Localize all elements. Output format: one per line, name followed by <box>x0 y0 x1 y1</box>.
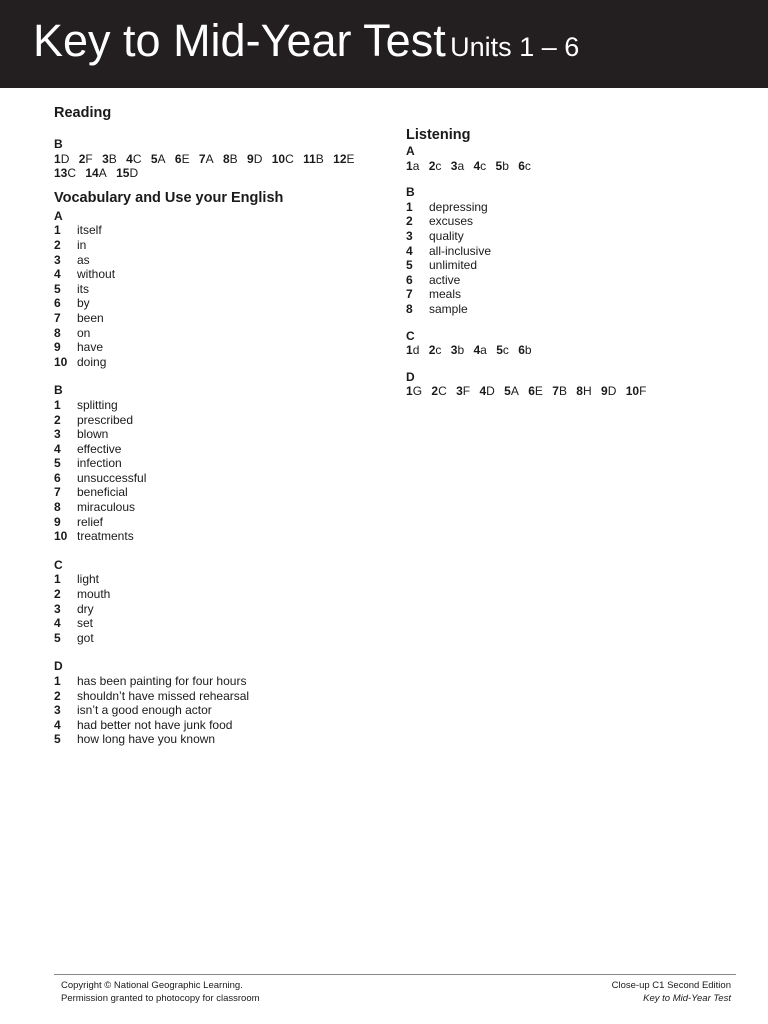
listen-a-answer-letter: a <box>412 158 420 173</box>
reading-b-answer-letter: D <box>129 166 139 181</box>
listen-a-answer-letter: b <box>502 158 509 173</box>
listen-c-answer-letter: b <box>457 343 465 358</box>
vocab-d-item-text: isn’t a good enough actor <box>77 703 212 718</box>
reading-b-answer-number: 6 <box>174 151 182 166</box>
vocab-a-item-number: 7 <box>54 310 61 325</box>
copyright-line-1: Copyright © National Geographic Learning. <box>61 980 243 991</box>
listen-d-answer-number: 9 <box>601 384 608 399</box>
vocab-a-item <box>54 326 384 341</box>
reading-b-answer-letter: C <box>285 151 294 166</box>
reading-b-answer-number: 14 <box>85 166 99 181</box>
vocab-c-item-text: mouth <box>77 587 111 602</box>
listen-b-item <box>406 258 746 273</box>
listen-c-answer-letter: b <box>524 343 532 358</box>
vocab-a-item-text: been <box>77 310 104 325</box>
listen-d-answer-letter: G <box>412 384 423 399</box>
vocab-d-item <box>54 689 384 704</box>
vocab-b-item-number: 3 <box>54 427 61 442</box>
listen-b-item-text: all-inclusive <box>429 243 492 258</box>
vocab-b-item-number: 9 <box>54 514 61 529</box>
vocab-d-item-text: has been painting for four hours <box>77 674 247 688</box>
listen-c-answer-number: 2 <box>428 343 436 358</box>
vocab-b-item-text: miraculous <box>77 500 136 515</box>
reading-b-answer-number: 13 <box>54 166 68 181</box>
reading-b-answer-letter: E <box>181 151 190 166</box>
vocab-b-item <box>54 398 384 413</box>
vocab-b-item-number: 10 <box>54 529 68 544</box>
listen-d-answer-number: 2 <box>431 384 439 399</box>
listen-c-answer <box>473 343 486 358</box>
vocab-c-item-number: 1 <box>54 572 61 587</box>
vocab-a-item-text: have <box>77 340 104 355</box>
listen-d-answer-letter: D <box>607 384 617 399</box>
listen-b-item <box>406 200 746 215</box>
listen-c-answer-letter: a <box>480 343 487 358</box>
vocab-a-item <box>54 340 384 355</box>
vocab-a-item-number: 1 <box>54 223 61 238</box>
listen-b-item-text: meals <box>429 287 462 302</box>
vocab-d-item-number: 1 <box>54 674 61 688</box>
reading-b-answer <box>199 152 214 167</box>
vocab-d-item-text: had better not have junk food <box>77 717 233 732</box>
listen-a-answer-number: 3 <box>450 158 458 173</box>
listen-c-answer <box>518 343 531 358</box>
vocab-a-item-text: doing <box>77 354 107 369</box>
listen-a-answer-letter: c <box>480 158 487 173</box>
listen-c-answer-letter: c <box>435 343 442 358</box>
listen-b-item-number: 3 <box>406 228 413 243</box>
vocab-a-item-text: by <box>77 296 90 311</box>
vocab-a-item-number: 8 <box>54 325 61 340</box>
listening-part-d-answers <box>406 384 746 399</box>
vocab-a-item-number: 4 <box>54 267 61 282</box>
listen-b-item-text: excuses <box>429 214 474 229</box>
listen-d-answer-number: 7 <box>552 384 559 399</box>
listen-d-answer-number: 1 <box>406 384 413 399</box>
listen-a-answer-number: 2 <box>428 158 436 173</box>
vocab-b-item-text: relief <box>77 514 104 529</box>
listen-c-answer-number: 4 <box>473 343 481 358</box>
reading-b-answer <box>247 152 262 167</box>
listen-d-answer-number: 4 <box>479 384 487 399</box>
listen-c-answer-number: 5 <box>496 343 503 358</box>
listen-a-answer <box>518 159 531 174</box>
vocab-a-item-text: in <box>77 237 87 252</box>
listen-d-answer <box>456 384 470 399</box>
vocab-part-b-list <box>54 398 384 544</box>
vocab-c-item-text: dry <box>77 601 94 616</box>
listening-part-a-label: A <box>406 144 415 158</box>
listen-b-item-text: quality <box>429 228 464 243</box>
listen-c-answer-number: 1 <box>406 343 413 358</box>
listen-a-answer <box>496 159 509 174</box>
reading-b-answer <box>151 152 166 167</box>
vocab-b-item-number: 6 <box>54 470 61 485</box>
reading-b-answer-number: 11 <box>303 151 316 166</box>
right-column <box>406 126 746 399</box>
reading-part-b-label: B <box>54 137 63 151</box>
listen-d-answer-letter: D <box>486 384 495 399</box>
vocab-a-item <box>54 311 384 326</box>
vocab-a-item-text: without <box>77 267 116 282</box>
vocab-part-a-label: A <box>54 208 63 223</box>
vocab-b-item-text: blown <box>77 427 109 442</box>
listen-d-answer <box>504 384 519 399</box>
vocab-a-item <box>54 253 384 268</box>
vocab-b-item-text: splitting <box>77 397 118 412</box>
vocab-b-item <box>54 413 384 428</box>
listen-d-answer-letter: A <box>510 384 519 399</box>
vocab-b-item-number: 2 <box>54 412 61 427</box>
vocab-c-item-text: set <box>77 616 94 631</box>
listen-b-item <box>406 302 746 317</box>
reading-b-answer-letter: D <box>253 151 263 166</box>
vocab-c-item-text: got <box>77 630 94 645</box>
reading-b-answer <box>175 152 190 167</box>
listen-b-item-text: active <box>429 272 461 287</box>
reading-b-answer-number: 4 <box>126 151 133 166</box>
vocab-c-item-number: 4 <box>54 616 61 631</box>
listen-a-answer-letter: c <box>435 158 442 173</box>
listen-b-item-number: 7 <box>406 287 413 302</box>
vocab-a-item-number: 2 <box>54 237 61 252</box>
listening-part-c-label: C <box>406 328 415 343</box>
listen-d-answer-number: 10 <box>625 384 640 399</box>
reading-b-answer-number: 5 <box>150 151 158 166</box>
listen-b-item-number: 1 <box>406 199 413 214</box>
reading-b-answer-number: 15 <box>116 166 130 181</box>
listen-b-item <box>406 287 746 302</box>
vocab-c-item <box>54 631 384 646</box>
listening-part-d-label: D <box>406 369 415 384</box>
vocab-a-item <box>54 223 384 238</box>
listen-d-answer-letter: F <box>462 384 471 399</box>
vocab-b-item-number: 5 <box>54 456 61 471</box>
vocab-part-d-label: D <box>54 659 63 674</box>
listen-d-answer <box>431 384 446 399</box>
vocab-c-item-number: 3 <box>54 601 61 616</box>
vocab-b-item-text: prescribed <box>77 412 134 427</box>
vocab-a-item <box>54 282 384 297</box>
reading-b-answer <box>333 152 354 167</box>
listen-b-item-number: 6 <box>406 272 413 287</box>
listen-d-answer <box>576 384 591 399</box>
vocab-c-item <box>54 616 384 631</box>
vocab-a-item <box>54 238 384 253</box>
vocab-b-item <box>54 471 384 486</box>
reading-b-answer-number: 10 <box>271 151 286 166</box>
listen-d-answer-letter: C <box>438 384 447 399</box>
vocab-part-c-label: C <box>54 557 63 572</box>
vocab-d-item <box>54 703 384 718</box>
listen-a-answer <box>451 159 464 174</box>
vocab-c-item <box>54 602 384 617</box>
reading-b-answer <box>102 152 117 167</box>
vocab-d-item <box>54 674 384 689</box>
listen-d-answer-letter: E <box>534 384 543 399</box>
vocab-b-item-text: effective <box>77 441 122 456</box>
vocabulary-heading: Vocabulary and Use your English <box>54 189 284 206</box>
listen-a-answer-number: 6 <box>518 158 525 173</box>
vocab-d-item <box>54 732 384 747</box>
reading-b-answer <box>126 152 141 167</box>
listening-part-c-answers <box>406 343 746 358</box>
listening-heading: Listening <box>406 127 471 143</box>
reading-b-answer <box>272 152 294 167</box>
vocab-a-item-text: on <box>77 325 91 340</box>
vocab-a-item <box>54 355 384 370</box>
vocab-part-a-list <box>54 223 384 369</box>
reading-b-answer-letter: F <box>85 151 93 166</box>
vocab-c-item <box>54 587 384 602</box>
vocab-b-item-number: 8 <box>54 500 61 515</box>
listen-d-answer-letter: F <box>639 384 647 399</box>
listen-d-answer-number: 3 <box>456 384 463 399</box>
reading-b-answer-letter: E <box>346 151 355 166</box>
listen-a-answer <box>473 159 486 174</box>
footer-doc-title: Key to Mid-Year Test <box>643 992 731 1004</box>
vocab-b-item-text: beneficial <box>77 485 128 500</box>
listen-b-item-text: unlimited <box>429 258 478 273</box>
vocab-b-item-text: treatments <box>77 529 134 544</box>
listen-c-answer <box>406 343 419 358</box>
listen-b-item-number: 4 <box>406 243 413 258</box>
vocab-b-item-text: infection <box>77 456 122 471</box>
vocab-d-item-text: how long have you known <box>77 732 216 747</box>
reading-b-answer-number: 7 <box>198 151 206 166</box>
reading-b-answer <box>54 152 69 167</box>
reading-b-answer-number: 1 <box>54 151 61 166</box>
reading-b-answer-letter: B <box>108 151 117 166</box>
listen-d-answer <box>406 384 422 399</box>
vocab-d-item-text: shouldn’t have missed rehearsal <box>77 688 250 703</box>
vocab-c-item-number: 5 <box>54 630 61 645</box>
listen-a-answer-letter: c <box>524 158 531 173</box>
vocab-d-item-number: 2 <box>54 688 61 703</box>
vocab-a-item-number: 5 <box>54 281 61 296</box>
listen-d-answer <box>626 384 647 399</box>
reading-b-answer-letter: A <box>157 151 166 166</box>
vocab-part-b-label: B <box>54 383 63 398</box>
vocab-b-item-text: unsuccessful <box>77 470 147 485</box>
listen-b-item-number: 2 <box>406 214 413 229</box>
vocab-d-item <box>54 718 384 733</box>
reading-b-answer-number: 9 <box>247 151 254 166</box>
reading-part-b-answers <box>54 152 374 181</box>
listen-b-item-text: sample <box>429 301 468 316</box>
reading-b-answer-letter: D <box>60 151 70 166</box>
vocab-a-item-text: itself <box>77 223 102 238</box>
listen-c-answer <box>451 343 464 358</box>
vocab-c-item-text: light <box>77 572 100 587</box>
listen-d-answer-number: 6 <box>528 384 535 399</box>
reading-b-answer-number: 2 <box>78 151 86 166</box>
reading-b-answer-letter: A <box>205 151 214 166</box>
listen-d-answer-number: 5 <box>504 384 511 399</box>
reading-b-answer-number: 12 <box>333 151 347 166</box>
listen-b-item <box>406 214 746 229</box>
vocab-a-item-number: 6 <box>54 296 61 311</box>
vocab-b-item-number: 4 <box>54 441 61 456</box>
vocab-b-item <box>54 442 384 457</box>
vocab-a-item-number: 10 <box>54 354 68 369</box>
vocab-a-item-text: as <box>77 252 90 267</box>
listen-d-answer <box>528 384 543 399</box>
vocab-b-item <box>54 515 384 530</box>
listen-a-answer-number: 5 <box>495 158 503 173</box>
vocab-a-item-text: its <box>77 281 89 296</box>
listen-c-answer <box>496 343 509 358</box>
vocab-a-item <box>54 267 384 282</box>
vocab-d-item-number: 3 <box>54 703 61 718</box>
listen-b-item <box>406 244 746 259</box>
listen-c-answer-number: 3 <box>450 343 458 358</box>
page-title-main: Key to Mid-Year Test <box>33 15 446 66</box>
reading-heading: Reading <box>54 105 112 121</box>
vocab-b-item <box>54 456 384 471</box>
vocab-b-item-number: 1 <box>54 397 61 412</box>
listen-c-answer-letter: c <box>502 343 509 358</box>
reading-b-answer-letter: B <box>229 151 238 166</box>
listen-d-answer-number: 8 <box>576 384 583 399</box>
reading-b-answer <box>116 166 138 181</box>
listen-c-answer <box>429 343 442 358</box>
listen-c-answer-letter: d <box>412 343 420 358</box>
vocab-b-item-number: 7 <box>54 485 61 500</box>
listening-part-b-label: B <box>406 185 415 200</box>
listen-d-answer <box>601 384 616 399</box>
vocab-a-item-number: 3 <box>54 252 61 267</box>
reading-b-answer <box>79 152 93 167</box>
vocab-b-item <box>54 500 384 515</box>
vocab-b-item <box>54 427 384 442</box>
vocab-c-item <box>54 572 384 587</box>
vocab-part-c-list <box>54 572 384 645</box>
vocab-a-item <box>54 296 384 311</box>
listen-b-item <box>406 273 746 288</box>
vocab-c-item-number: 2 <box>54 587 61 602</box>
listening-part-b-list <box>406 200 746 317</box>
page-title-units: Units 1 – 6 <box>450 32 580 62</box>
listen-d-answer-letter: H <box>582 384 592 399</box>
vocab-d-item-number: 5 <box>54 732 61 747</box>
listen-a-answer-letter: a <box>457 158 465 173</box>
listen-a-answer-number: 1 <box>406 158 413 173</box>
vocab-b-item <box>54 529 384 544</box>
footer-book-info <box>612 980 731 1005</box>
reading-b-answer <box>223 152 238 167</box>
vocab-d-item-number: 4 <box>54 717 61 732</box>
listen-d-answer <box>479 384 494 399</box>
vocab-b-item <box>54 485 384 500</box>
listen-d-answer-letter: B <box>558 384 567 399</box>
reading-b-answer-number: 3 <box>102 151 109 166</box>
footer-copyright <box>61 980 260 1005</box>
listen-b-item-text: depressing <box>429 199 488 214</box>
listen-a-answer-number: 4 <box>473 158 481 173</box>
listen-b-item-number: 5 <box>406 258 413 273</box>
reading-b-answer <box>54 166 76 181</box>
reading-b-answer-letter: C <box>67 166 77 181</box>
listen-d-answer <box>552 384 567 399</box>
listen-b-item-number: 8 <box>406 301 413 316</box>
reading-b-answer-number: 8 <box>222 151 230 166</box>
page-title <box>33 15 580 66</box>
footer-book-title: Close-up C1 Second Edition <box>611 980 731 991</box>
left-column <box>54 104 384 747</box>
copyright-line-2: Permission granted to photocopy for classroom <box>61 992 260 1004</box>
footer-divider <box>54 974 736 975</box>
vocab-part-d-list <box>54 674 384 747</box>
reading-b-answer <box>303 152 324 167</box>
listen-c-answer-number: 6 <box>518 343 525 358</box>
reading-b-answer-letter: A <box>98 166 107 181</box>
reading-b-answer <box>85 166 106 181</box>
reading-b-answer-letter: C <box>132 151 142 166</box>
listen-a-answer <box>406 159 419 174</box>
vocab-a-item-number: 9 <box>54 340 61 355</box>
listen-a-answer <box>429 159 442 174</box>
reading-b-answer-letter: B <box>315 151 324 166</box>
listening-part-a-answers <box>406 159 746 174</box>
listen-b-item <box>406 229 746 244</box>
